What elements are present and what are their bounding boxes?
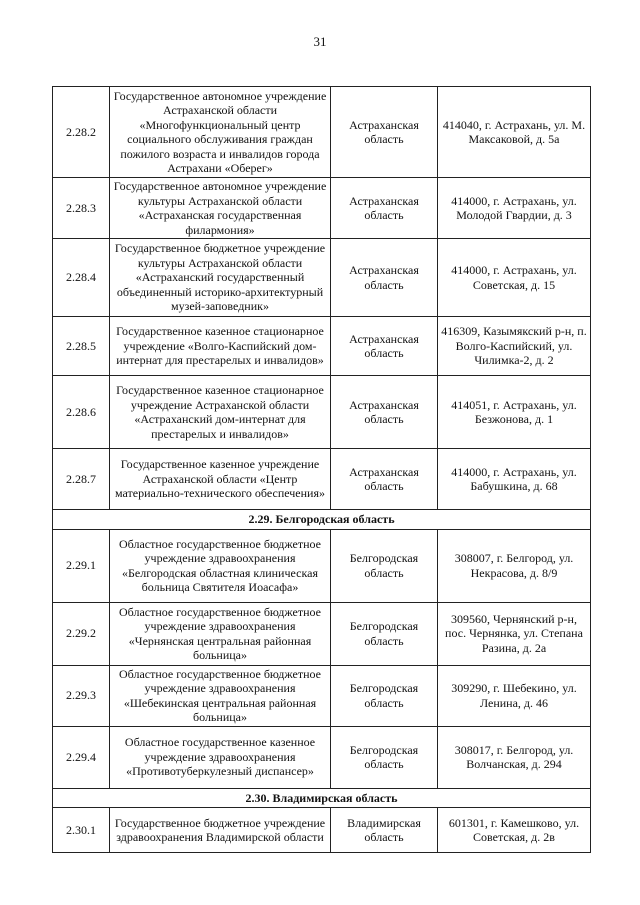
table-row xyxy=(53,665,591,726)
organizations-table-body xyxy=(53,87,591,853)
table-row xyxy=(53,808,591,853)
region-name: Белгородская область xyxy=(331,529,438,602)
organization-name: Государственное бюджетное учреждение здравоохранения Владимирской области xyxy=(110,808,331,853)
region-name: Белгородская область xyxy=(331,726,438,788)
entry-number: 2.29.2 xyxy=(53,602,110,665)
region-name: Астраханская область xyxy=(331,449,438,510)
address: 601301, г. Камешково, ул. Советская, д. 2в xyxy=(438,808,591,853)
table-row xyxy=(53,449,591,510)
page-number: 31 xyxy=(313,34,327,49)
organization-name: Государственное бюджетное учреждение культуры Астраханской области «Астраханский государственный объединенный историко-архитектурный музей-заповедник» xyxy=(110,239,331,317)
entry-number: 2.28.5 xyxy=(53,317,110,376)
organization-name: Областное государственное бюджетное учреждение здравоохранения «Шебекинская центральная районная больница» xyxy=(110,665,331,726)
entry-number: 2.28.2 xyxy=(53,87,110,178)
entry-number: 2.29.1 xyxy=(53,529,110,602)
organization-name: Государственное автономное учреждение культуры Астраханской области «Астраханская государственная филармония» xyxy=(110,178,331,239)
address: 414040, г. Астрахань, ул. М. Максаковой, д. 5а xyxy=(438,87,591,178)
region-name: Белгородская область xyxy=(331,665,438,726)
organization-name: Областное государственное казенное учреждение здравоохранения «Противотуберкулезный диспансер» xyxy=(110,726,331,788)
region-name: Астраханская область xyxy=(331,376,438,449)
organization-name: Государственное казенное стационарное учреждение «Волго-Каспийский дом-интернат для престарелых и инвалидов» xyxy=(110,317,331,376)
address: 414000, г. Астрахань, ул. Молодой Гвардии, д. 3 xyxy=(438,178,591,239)
organization-name: Государственное казенное стационарное учреждение Астраханской области «Астраханский дом-интернат для престарелых и инвалидов» xyxy=(110,376,331,449)
section-header-row xyxy=(53,788,591,808)
table-row xyxy=(53,178,591,239)
region-name: Астраханская область xyxy=(331,317,438,376)
entry-number: 2.28.7 xyxy=(53,449,110,510)
address: 414051, г. Астрахань, ул. Безжонова, д. 1 xyxy=(438,376,591,449)
section-title: 2.29. Белгородская область xyxy=(53,510,591,530)
organization-name: Областное государственное бюджетное учреждение здравоохранения «Чернянская центральная районная больница» xyxy=(110,602,331,665)
address: 414000, г. Астрахань, ул. Бабушкина, д. 68 xyxy=(438,449,591,510)
organization-name: Государственное автономное учреждение Астраханской области «Многофункциональный центр социального обслуживания граждан пожилого возраста и инвалидов города Астрахани «Оберег» xyxy=(110,87,331,178)
table-row xyxy=(53,87,591,178)
region-name: Владимирская область xyxy=(331,808,438,853)
table-row xyxy=(53,602,591,665)
table-row xyxy=(53,317,591,376)
region-name: Астраханская область xyxy=(331,239,438,317)
organization-name: Областное государственное бюджетное учреждение здравоохранения «Белгородская областная клиническая больница Святителя Иоасафа» xyxy=(110,529,331,602)
table-row xyxy=(53,529,591,602)
entry-number: 2.29.4 xyxy=(53,726,110,788)
entry-number: 2.30.1 xyxy=(53,808,110,853)
section-title: 2.30. Владимирская область xyxy=(53,788,591,808)
entry-number: 2.28.4 xyxy=(53,239,110,317)
entry-number: 2.28.3 xyxy=(53,178,110,239)
region-name: Астраханская область xyxy=(331,178,438,239)
address: 416309, Казымякский р-н, п. Волго-Каспийский, ул. Чилимка-2, д. 2 xyxy=(438,317,591,376)
organizations-table xyxy=(52,86,591,853)
region-name: Белгородская область xyxy=(331,602,438,665)
address: 309290, г. Шебекино, ул. Ленина, д. 46 xyxy=(438,665,591,726)
entry-number: 2.29.3 xyxy=(53,665,110,726)
section-header-row xyxy=(53,510,591,530)
address: 308007, г. Белгород, ул. Некрасова, д. 8/9 xyxy=(438,529,591,602)
address: 308017, г. Белгород, ул. Волчанская, д. 294 xyxy=(438,726,591,788)
organization-name: Государственное казенное учреждение Астраханской области «Центр материально-технического обеспечения» xyxy=(110,449,331,510)
region-name: Астраханская область xyxy=(331,87,438,178)
entry-number: 2.28.6 xyxy=(53,376,110,449)
address: 414000, г. Астрахань, ул. Советская, д. 15 xyxy=(438,239,591,317)
address: 309560, Чернянский р-н, пос. Чернянка, ул. Степана Разина, д. 2а xyxy=(438,602,591,665)
table-row xyxy=(53,726,591,788)
table-row xyxy=(53,376,591,449)
table-row xyxy=(53,239,591,317)
